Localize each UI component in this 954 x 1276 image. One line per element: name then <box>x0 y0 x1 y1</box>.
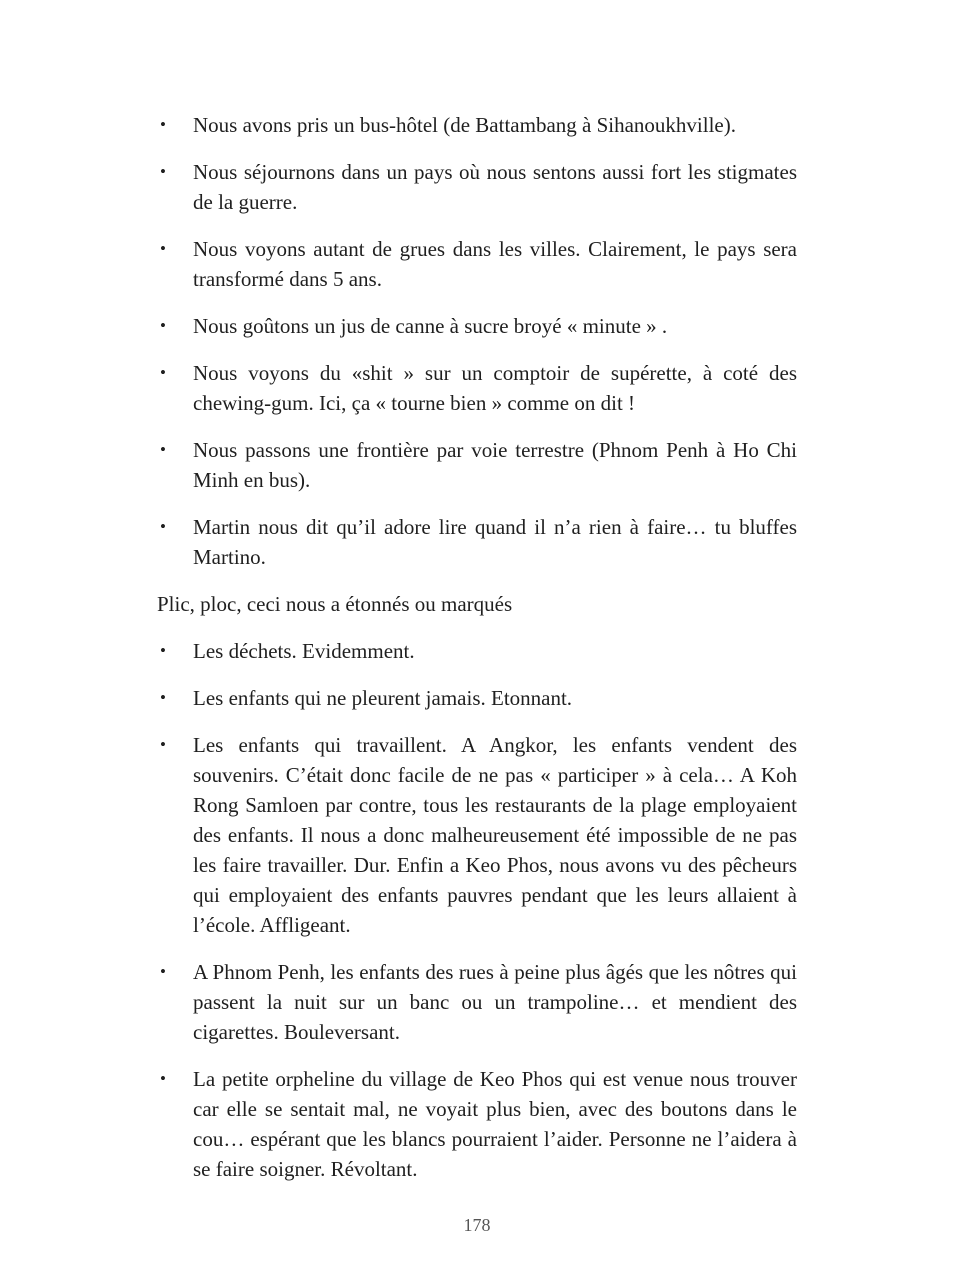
list-item-text: Nous séjournons dans un pays où nous sentons aussi fort les stigmates de la guerre. <box>193 160 797 214</box>
bullet-icon: • <box>160 316 166 335</box>
bullet-list-surprises <box>157 636 797 1184</box>
list-item-text: La petite orpheline du village de Keo Phos qui est venue nous trouver car elle se sentait mal, ne voyait plus bien, avec des boutons dans le cou… espérant que les blancs pourraient l’aider. Personne ne l’aidera à se faire soigner. Révoltant. <box>193 1067 797 1181</box>
page-number: 178 <box>463 1215 491 1235</box>
bullet-icon: • <box>160 440 166 459</box>
list-item-text: A Phnom Penh, les enfants des rues à peine plus âgés que les nôtres qui passent la nuit sur un banc ou un trampoline… et mendient des cigarettes. Bouleversant. <box>193 960 797 1044</box>
list-item-text: Les enfants qui ne pleurent jamais. Etonnant. <box>193 686 573 710</box>
list-item <box>157 157 797 217</box>
bullet-icon: • <box>160 363 166 382</box>
list-item-text: Nous voyons autant de grues dans les villes. Clairement, le pays sera transformé dans 5 ans. <box>193 237 797 291</box>
list-item <box>157 234 797 294</box>
section-intro-line: Plic, ploc, ceci nous a étonnés ou marqués <box>157 592 513 616</box>
list-item <box>157 683 797 713</box>
list-item-text: Martin nous dit qu’il adore lire quand il n’a rien à faire… tu bluffes Martino. <box>193 515 797 569</box>
bullet-icon: • <box>160 162 166 181</box>
list-item-text: Les enfants qui travaillent. A Angkor, les enfants vendent des souvenirs. C’était donc facile de ne pas « participer » à cela… A Koh Rong Samloen par contre, tous les restaurants de la plage employaient des enfants. Il nous a donc malheureusement été impossible de ne pas les faire travailler. Dur. Enfin a Keo Phos, nous avons vu des pêcheurs qui employaient des enfants pauvres pendant que les leurs allaient à l’école. Affligeant. <box>193 733 797 937</box>
list-item-text: Les déchets. Evidemment. <box>193 639 415 663</box>
list-item <box>157 636 797 666</box>
bullet-icon: • <box>160 115 166 134</box>
bullet-icon: • <box>160 688 166 707</box>
list-item-text: Nous avons pris un bus-hôtel (de Battambang à Sihanoukhville). <box>193 113 736 137</box>
list-item <box>157 1064 797 1184</box>
bullet-icon: • <box>160 735 166 754</box>
list-item-text: Nous goûtons un jus de canne à sucre broyé « minute » . <box>193 314 668 338</box>
list-item <box>157 957 797 1047</box>
bullet-icon: • <box>160 1069 166 1088</box>
list-item-text: Nous voyons du «shit » sur un comptoir de supérette, à coté des chewing-gum. Ici, ça « tourne bien » comme on dit ! <box>193 361 797 415</box>
bullet-icon: • <box>160 641 166 660</box>
bullet-icon: • <box>160 962 166 981</box>
list-item-text: Nous passons une frontière par voie terrestre (Phnom Penh à Ho Chi Minh en bus). <box>193 438 797 492</box>
page-footer <box>0 1212 954 1238</box>
bullet-icon: • <box>160 517 166 536</box>
bullet-list-travel-moments <box>157 110 797 572</box>
list-item <box>157 311 797 341</box>
list-item <box>157 110 797 140</box>
list-item <box>157 358 797 418</box>
list-item <box>157 730 797 940</box>
bullet-icon: • <box>160 239 166 258</box>
page-content <box>157 110 797 1201</box>
list-item <box>157 512 797 572</box>
list-item <box>157 435 797 495</box>
